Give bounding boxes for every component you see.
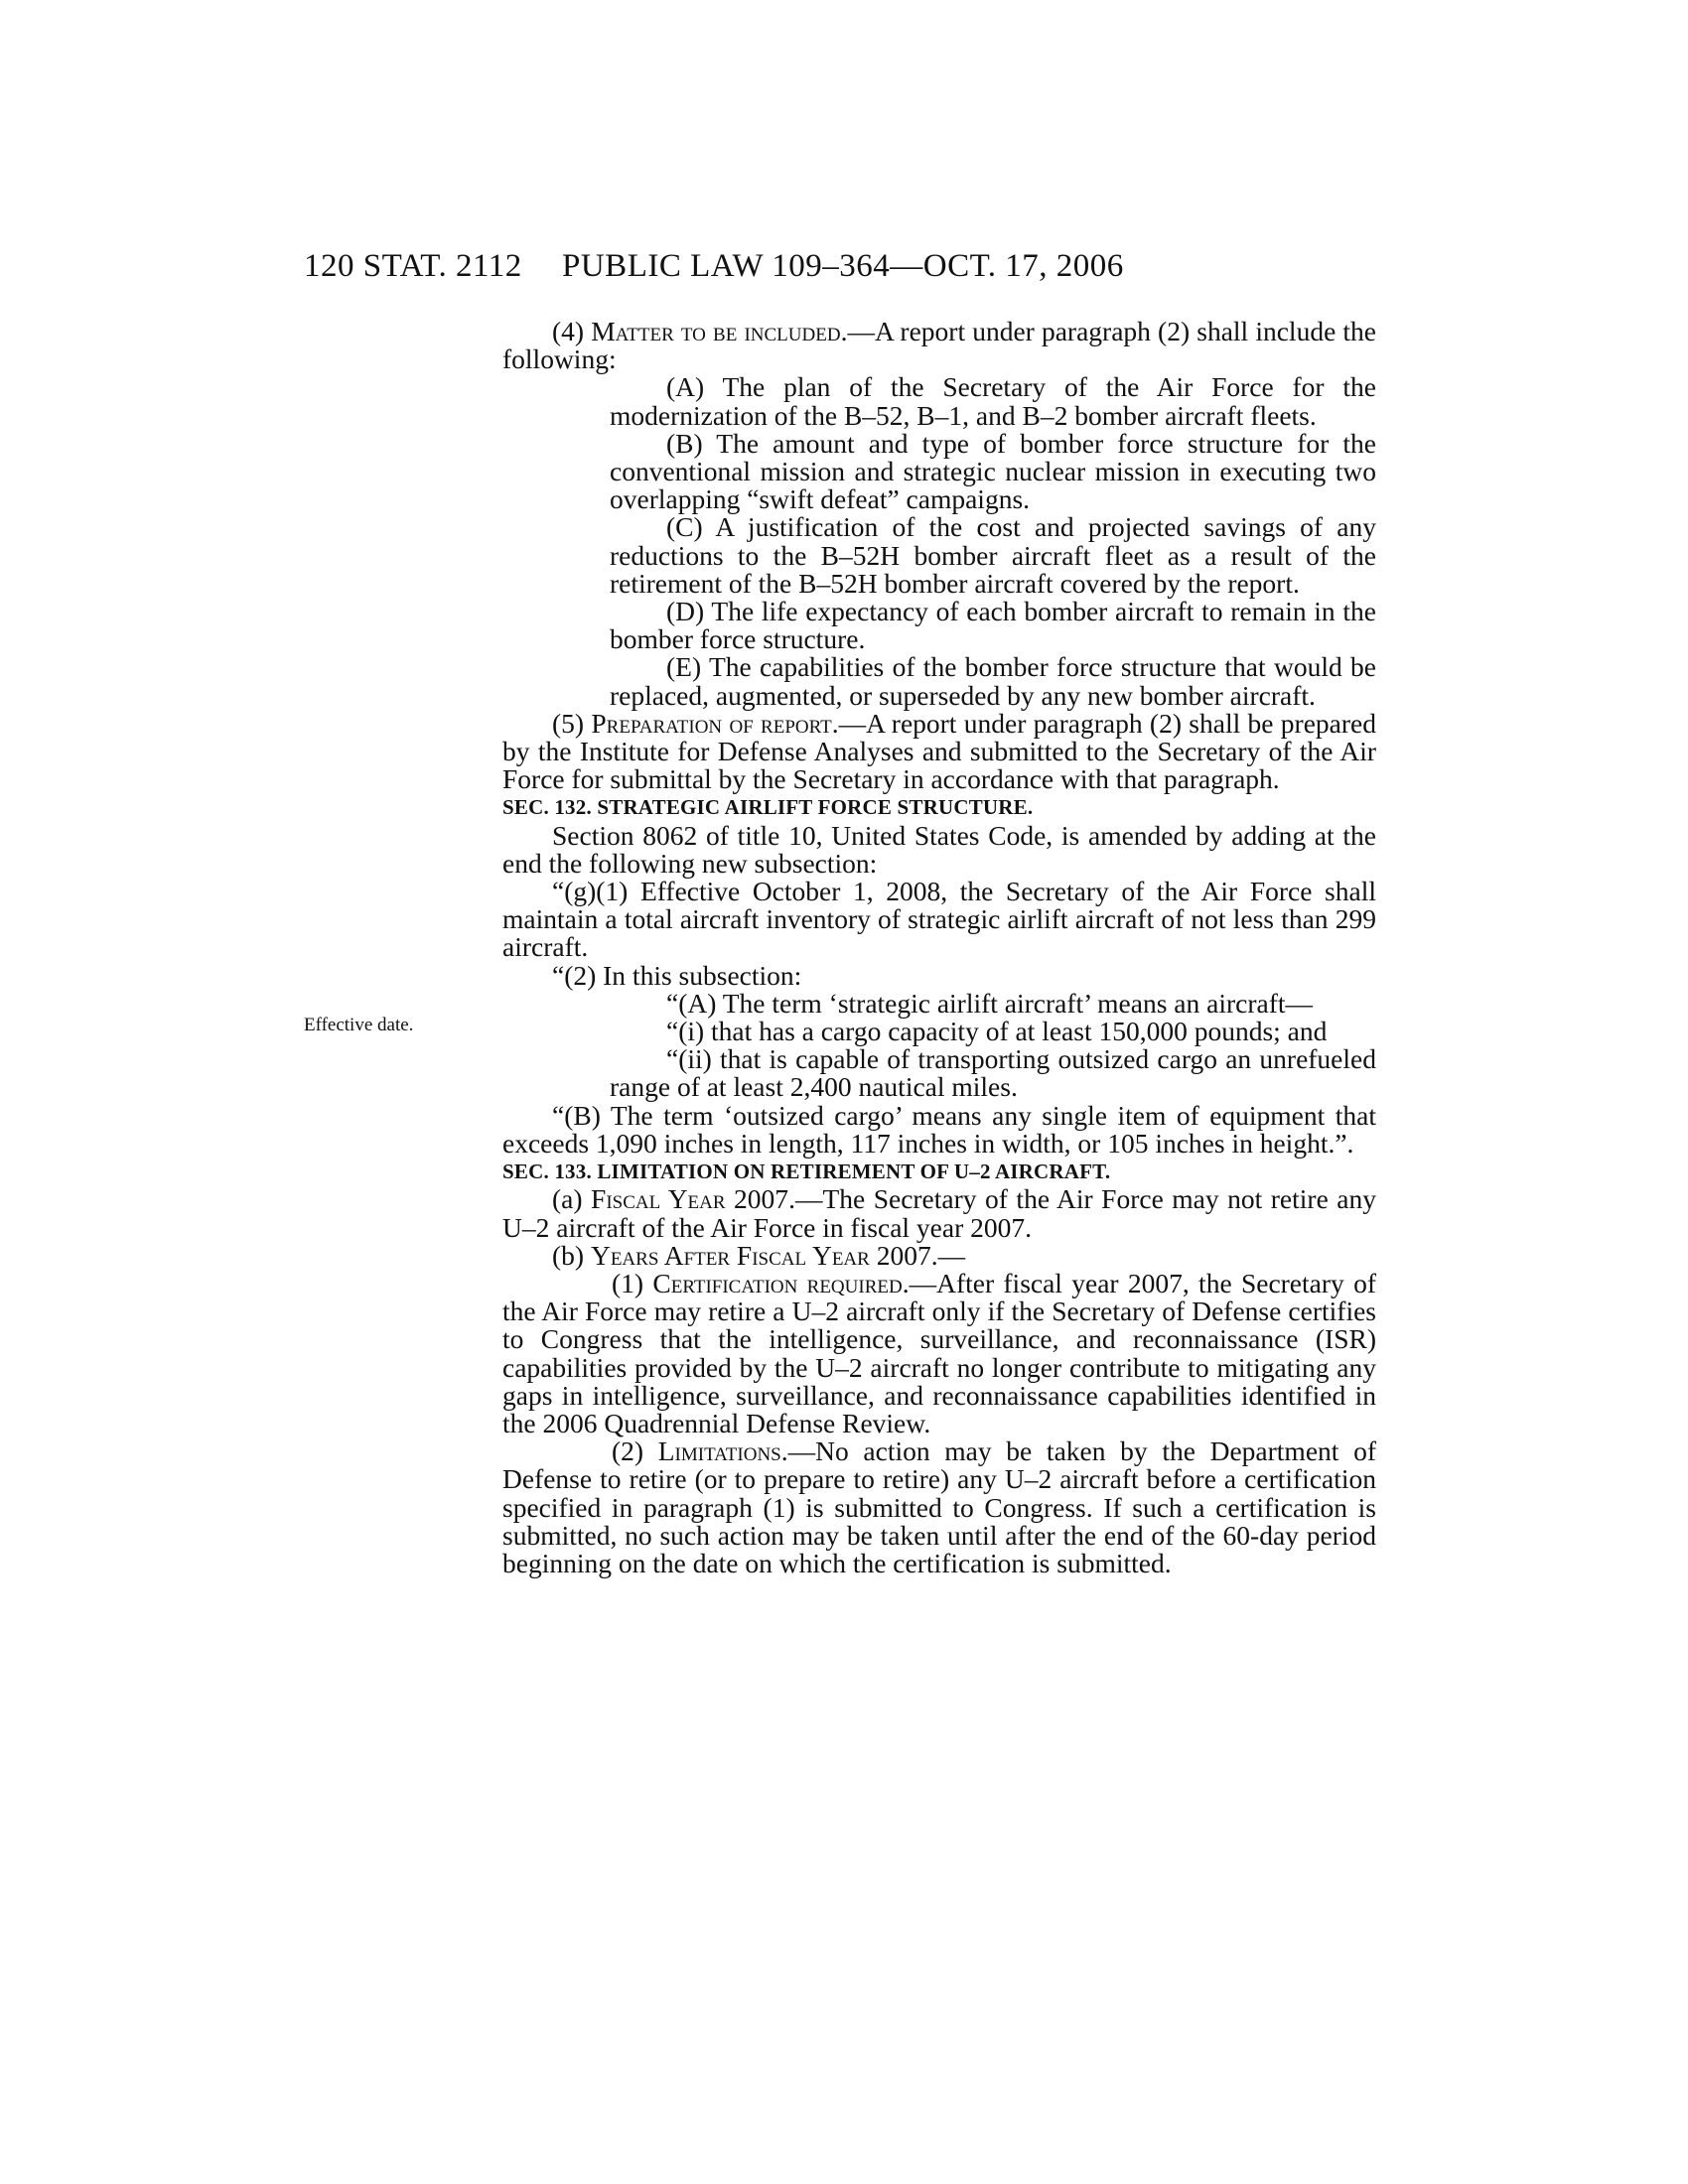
subsection-a-heading: Fiscal Year 2007 — [591, 1183, 789, 1215]
paragraph-5-heading: Preparation of report — [591, 707, 832, 739]
text-column — [502, 318, 1376, 1577]
section-132-intro: Section 8062 of title 10, United States Code, is amended by adding at the end the following new subsection: — [502, 819, 1376, 879]
subparagraph-d: (D) The life expectancy of each bomber aircraft to remain in the bomber force structure. — [610, 596, 1376, 655]
paragraph-b1: (1) Certification required.—After fiscal year 2007, the Secretary of the Air Force may retire a U–2 aircraft only if the Secretary of Defense certifies to Congress that the intelligence, surveillance, and reconnaissance (ISR) capabilities provided by the U–2 aircraft no longer contribute to mitigating any gaps in intelligence, surveillance, and reconnaissance capabilities identified in the 2006 Quadrennial Defense Review. — [502, 1267, 1376, 1438]
paragraph-4-heading: Matter to be included — [591, 316, 841, 346]
subsection-g2: “(2) In this subsection: — [552, 959, 802, 991]
paragraph-5: (5) Preparation of report.—A report under paragraph (2) shall be prepared by the Institute for Defense Analyses and submitted to the Secretary of the Air Force for submittal by the Secretary in accordance with that paragraph. — [502, 707, 1376, 795]
margin-note-effective-date: Effective date. — [304, 1015, 414, 1035]
paragraph-b2-heading: Limitations — [657, 1435, 781, 1467]
paragraph-b1-heading: Certification required — [652, 1267, 903, 1298]
subsection-g1: “(g)(1) Effective October 1, 2008, the Secretary of the Air Force shall maintain a total aircraft inventory of strategic airlift aircraft of not less than 299 aircraft. — [502, 876, 1376, 963]
clause-ii: “(ii) that is capable of transporting outsized cargo an unrefueled range of at least 2,400 nautical miles. — [610, 1043, 1376, 1103]
subparagraph-e: (E) The capabilities of the bomber force structure that would be replaced, augmented, or superseded by any new bomber aircraft. — [610, 651, 1376, 711]
section-133-heading: SEC. 133. LIMITATION ON RETIREMENT OF U–2 AIRCRAFT. — [502, 1160, 1111, 1184]
paragraph-b2: (2) Limitations.—No action may be taken by the Department of Defense to retire (or to prepare to retire) any U–2 aircraft before a certification specified in paragraph (1) is submitted to Congress. If such a certification is submitted, no such action may be taken until after the end of the 60-day period beginning on the date on which the certification is submitted. — [502, 1435, 1376, 1578]
subsection-b-heading: Years After Fiscal Year 2007 — [590, 1239, 931, 1271]
running-header: PUBLIC LAW 109–364—OCT. 17, 2006 — [562, 248, 1124, 284]
paragraph-4: (4) Matter to be included.—A report under paragraph (2) shall include the following: — [502, 316, 1377, 375]
subsection-a: (a) Fiscal Year 2007.—The Secretary of the Air Force may not retire any U–2 aircraft of the Air Force in fiscal year 2007. — [502, 1183, 1376, 1243]
subparagraph-a: (A) The plan of the Secretary of the Air Force for the modernization of the B–52, B–1, and B–2 bomber aircraft fleets. — [610, 371, 1376, 431]
section-132-heading: SEC. 132. STRATEGIC AIRLIFT FORCE STRUCTURE. — [502, 795, 1034, 820]
definition-a: “(A) The term ‘strategic airlift aircraft’ means an aircraft— — [666, 987, 1313, 1019]
statute-page-number: 120 STAT. 2112 — [304, 248, 522, 284]
subsection-b: (b) Years After Fiscal Year 2007.— — [552, 1239, 966, 1271]
definition-b: “(B) The term ‘outsized cargo’ means any single item of equipment that exceeds 1,090 inches in length, 117 inches in width, or 105 inches in height.”. — [502, 1099, 1376, 1159]
subparagraph-c: (C) A justification of the cost and projected savings of any reductions to the B–52H bomber aircraft fleet as a result of the retirement of the B–52H bomber aircraft covered by the report. — [610, 511, 1376, 599]
clause-i: “(i) that has a cargo capacity of at least 150,000 pounds; and — [666, 1016, 1328, 1047]
subparagraph-b: (B) The amount and type of bomber force structure for the conventional mission and strategic nuclear mission in executing two overlapping “swift defeat” campaigns. — [610, 427, 1376, 515]
